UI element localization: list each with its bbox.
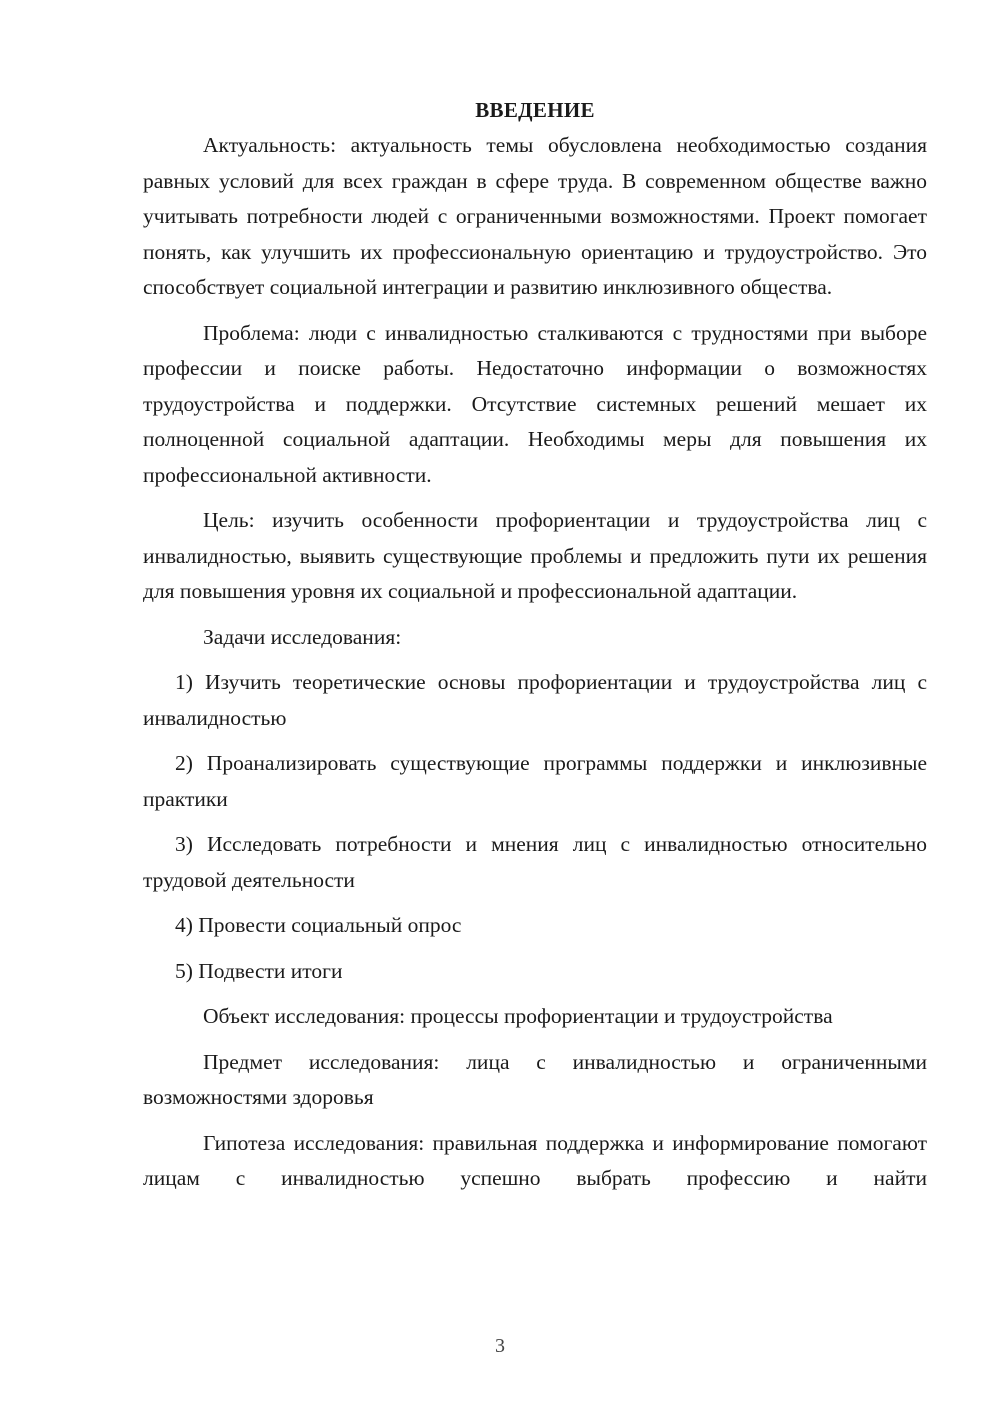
tasks-heading: Задачи исследования: [203,624,402,649]
task-item-1: 1) Изучить теоретические основы профориентации и трудоустройства лиц с инвалидностью [143,670,927,730]
paragraph-relevance: Актуальность: актуальность темы обусловлена необходимостью создания равных условий для всех граждан в сфере труда. В современном обществе важно учитывать потребности людей с ограниченными возможностями. Проект помогает понять, как улучшить их профессиональную ориентацию и трудоустройство. Это способствует социальной интеграции и развитию инклюзивного общества. [143,133,927,299]
task-item-2: 2) Проанализировать существующие программы поддержки и инклюзивные практики [143,751,927,811]
task-item-3: 3) Исследовать потребности и мнения лиц с инвалидностью относительно трудовой деятельности [143,832,927,892]
task-item-5: 5) Подвести итоги [175,958,343,983]
section-title: ВВЕДЕНИЕ [475,98,595,122]
paragraph-object: Объект исследования: процессы профориентации и трудоустройства [203,1004,833,1028]
page-number: 3 [495,1335,505,1357]
task-item-4: 4) Провести социальный опрос [175,913,462,937]
paragraph-goal: Цель: изучить особенности профориентации и трудоустройства лиц с инвалидностью, выявить существующие проблемы и предложить пути их решения для повышения уровня их социальной и профессиональной адаптации. [143,508,927,603]
paragraph-problem: Проблема: люди с инвалидностью сталкиваются с трудностями при выборе профессии и поиске работы. Недостаточно информации о возможностях трудоустройства и поддержки. Отсутствие системных решений мешает их полноценной социальной адаптации. Необходимы меры для повышения их профессиональной активности. [143,320,927,487]
page-content [143,93,927,1207]
paragraph-subject: Предмет исследования: лица с инвалидностью и ограниченными возможностями здоровья [143,1049,927,1109]
paragraph-hypothesis: Гипотеза исследования: правильная поддержка и информирование помогают лицам с инвалидностью успешно выбрать профессию и найти [143,1130,927,1190]
